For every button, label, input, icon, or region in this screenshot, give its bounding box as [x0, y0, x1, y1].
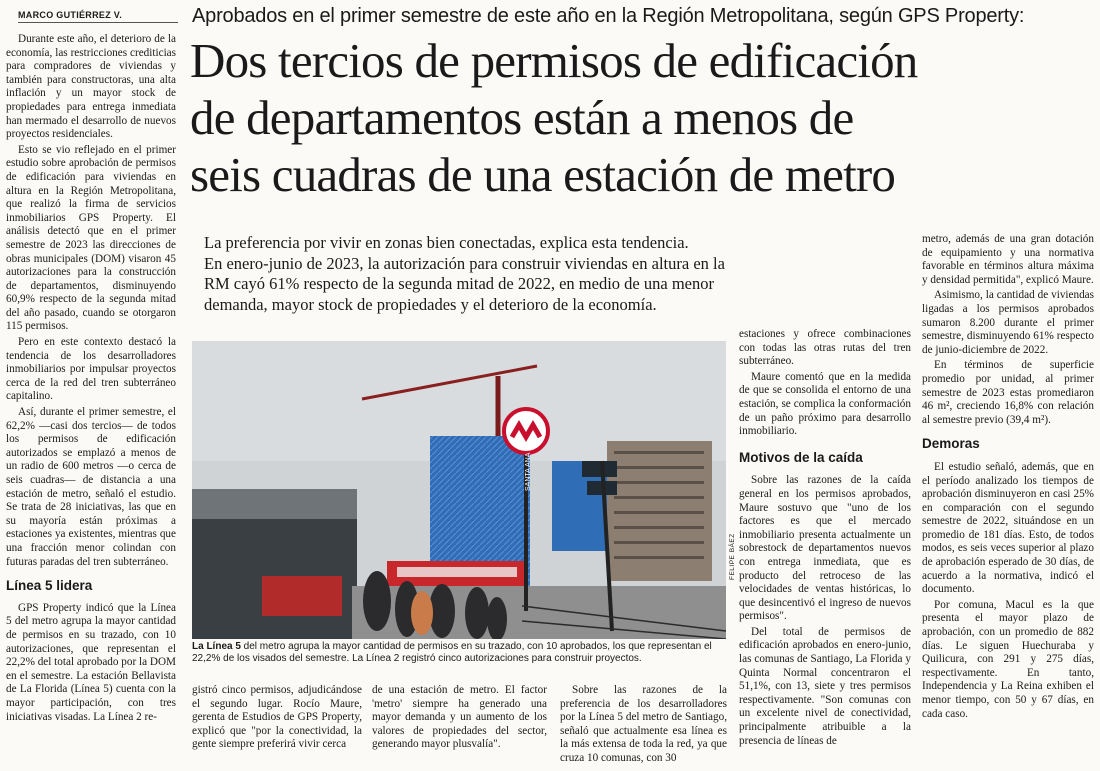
photo-caption [192, 641, 726, 666]
lead [204, 233, 904, 315]
photo-credit: FELIPE BÁEZ [729, 533, 736, 580]
col6-subhead: Demoras [922, 436, 980, 452]
col1-p5: GPS Property indicó que la Línea 5 del metro agrupa la mayor cantidad de permisos en su trazado, con 10 autorizaciones, que representan el 22,2% del total aprobado por la DOM en el semestre. La estación Bellavista de La Florida (Línea 5) cuenta con la mayor participación, con tres iniciativas visadas. La Línea 2 re- [6, 601, 176, 723]
lead-line-3: RM cayó 61% respecto de la segunda mitad de 2022, en medio de una menor [204, 274, 714, 293]
col6-p3: En términos de superficie promedio por unidad, al primer semestre de 2023 estas promediaron 46 m², creciendo 16,8% con relación al semestre previo (39,4 m²). [922, 359, 1094, 426]
col1-subhead: Línea 5 lidera [6, 578, 93, 594]
headline [190, 32, 1100, 203]
col5-p3: Sobre las razones de la caída general en los permisos aprobados, Maure sostuvo que "uno de los factores es que el mercado inmobiliario presenta actualmente un sobrestock de departamentos nuevos con entrega inmediata, que es producto del retroceso de las velocidades de ventas históricas, lo que desincentivó el ingreso de nuevos permisos". [739, 474, 911, 623]
caption-bold: La Línea 5 [192, 641, 241, 652]
column-4 [560, 684, 727, 768]
headline-line-3: seis cuadras de una estación de metro [190, 147, 896, 202]
column-5 [739, 328, 911, 750]
lead-line-2: En enero-junio de 2023, la autorización para construir viviendas en altura en la [204, 253, 725, 273]
col5-p1: estaciones y ofrece combinaciones con todas las otras rutas del tren subterráneo. [739, 328, 911, 368]
column-6 [922, 233, 1094, 723]
col1-p2: Esto se vio reflejado en el primer estudio sobre aprobación de permisos de edificación para viviendas en altura en la Región Metropolitana, que realizó la firma de servicios inmobiliarios GPS Property. El análisis detectó que en el primer semestre de 2023 las direcciones de obras municipales (DOM) visaron 45 autorizaciones para la construcción de departamentos, disminuyendo 60,9% respecto de la segunda mitad del año pasado, cuando se otorgaron 115 permisos. [6, 143, 176, 333]
lead-line-4: demanda, mayor stock de propiedades y el deterioro de la economía. [204, 294, 657, 314]
col2-text: gistró cinco permisos, adjudicándose el segundo lugar. Rocío Maure, gerenta de Estudios de GPS Property, explicó que "por la conectividad, la gente siempre preferirá vivir cerca [192, 684, 362, 751]
col3-text: de una estación de metro. El factor 'metro' siempre ha generado una mayor demanda y un aumento de los valores de propiedades del sector, generando mayor plusvalía". [372, 684, 547, 751]
byline: MARCO GUTIÉRREZ V. [18, 10, 123, 20]
street-photo-illustration [192, 341, 726, 639]
col6-p5: Por comuna, Macul es la que presenta el mayor plazo de aprobación, con un promedio de 882 días. Le siguen Huechuraba y Quilicura, con 291 y 275 días, respectivamente. En tanto, Independencia y La Reina exhiben el menor tiempo, con 50 y 67 días, en cada caso. [922, 598, 1094, 720]
col1-p1: Durante este año, el deterioro de la economía, las restricciones crediticias para compradores de viviendas y también para constructoras, una alta inflación y un mayor stock de propiedades para entrega inmediata han mermado el desarrollo de nuevos proyectos residenciales. [6, 33, 176, 141]
byline-rule [18, 22, 178, 23]
column-1 [6, 33, 176, 726]
column-2 [192, 684, 362, 754]
kicker: Aprobados en el primer semestre de este año en la Región Metropolitana, según GPS Property: [192, 5, 1025, 27]
col1-p3: Pero en este contexto destacó la tendencia de los desarrolladores inmobiliarios por impulsar proyectos cerca de la red del tren subterráneo capitalino. [6, 336, 176, 403]
col6-p4: El estudio señaló, además, que en el período analizado los tiempos de aprobación disminuyeron en casi 25% en comparación con el segundo semestre de 2022, situándose en un promedio de 181 días. Esto, de todos modos, es seis veces superior al plazo de aprobación esperado de 30 días, de acuerdo a la normativa, indicó el documento. [922, 460, 1094, 596]
col6-p1: metro, además de una gran dotación de equipamiento y una normativa favorable en términos altura máxima y densidad permitida", explicó Maure. [922, 233, 1094, 286]
lead-line-1: La preferencia por vivir en zonas bien conectadas, explica esta tendencia. [204, 233, 689, 252]
column-3 [372, 684, 547, 754]
col5-subhead: Motivos de la caída [739, 449, 863, 465]
col5-p2: Maure comentó que en la medida de que se consolida el entorno de una estación, se complica la conformación de un paño próximo para desarrollo inmobiliario. [739, 370, 911, 438]
photo [192, 341, 726, 639]
headline-line-2: de departamentos están a menos de [190, 90, 854, 145]
col6-p2: Asimismo, la cantidad de viviendas ligadas a los permisos aprobados sumaron 8.200 durante el primer semestre, disminuyendo 61% respecto de junio-diciembre de 2022. [922, 289, 1094, 356]
col1-p4: Así, durante el primer semestre, el 62,2% —casi dos tercios— de todos los permisos de edificación autorizados se emplazó a menos de un radio de 600 metros —o cerca de seis cuadras— de distancia a una estación de metro, señaló el estudio. Se trata de 28 iniciativas, las que en su mayoría están próximas a estaciones ya existentes, mientras que una fracción menor colindan con futuras paradas del tren subterráneo. [6, 406, 176, 568]
col5-p4: Del total de permisos de edificación aprobados en enero-junio, las comunas de Santiago, La Florida y Quinta Normal concentraron el 51,1%, con 13, siete y tres permisos respectivamente. "Son comunas con un excelente nivel de conectividad, principalmente atribuible a la presencia de líneas de [739, 625, 911, 747]
station-sign-text: SANTA ANA [525, 452, 532, 491]
col4-text: Sobre las razones de la preferencia de los desarrolladores por la Línea 5 del metro de Santiago, señaló que actualmente esa línea es la más extensa de toda la red, ya que cruza 10 comunas, con 30 [560, 684, 727, 764]
headline-line-1: Dos tercios de permisos de edificación [190, 33, 918, 88]
caption-text: del metro agrupa la mayor cantidad de permisos en su trazado, con 10 aprobados, los que representan el 22,2% de los visados del semestre. La Línea 2 registró cinco autorizaciones para construir proyectos. [192, 641, 712, 665]
